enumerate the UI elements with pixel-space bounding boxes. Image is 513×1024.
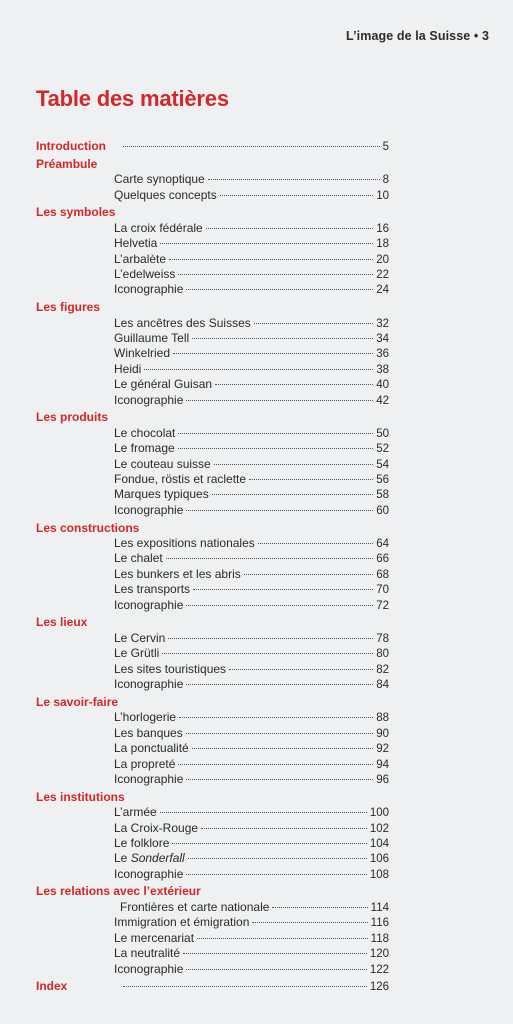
toc-page-number: 32 [376,317,389,330]
dot-leader [201,828,367,829]
toc-entry-label: Helvetia [114,236,158,251]
dot-leader [178,448,374,449]
toc-entry-label: Iconographie [114,961,184,976]
toc-page-number: 92 [376,743,389,756]
toc-section-heading: Les symboles [36,205,116,220]
toc-entry [114,171,389,187]
toc-entry [114,645,389,661]
dot-leader [178,274,373,275]
dot-leader [186,605,373,606]
toc-page-number: 54 [376,458,389,471]
toc-entry [114,597,389,613]
toc-page-number: 84 [376,679,389,692]
toc-entry [114,502,389,518]
toc-entry [114,281,389,297]
toc-entry [114,581,389,597]
toc-page-number: 22 [376,269,389,281]
toc-entry-label: Iconographie [114,392,184,407]
dot-leader [186,684,373,685]
dot-leader [178,764,373,765]
toc-entry-label: Iconographie [114,771,184,786]
toc-entry-label: Quelques concepts [114,187,217,202]
toc-entry [114,709,389,725]
toc-entry-label: La Croix-Rouge [114,820,199,835]
toc-entry [114,550,389,566]
toc-page-number: 96 [376,773,389,786]
toc-entry-label: La croix fédérale [114,220,203,235]
dot-leader [258,543,373,544]
dot-leader [252,922,367,923]
toc-page-number: 8 [382,174,389,187]
dot-leader [173,353,373,354]
dot-leader [186,779,373,780]
toc-entry [114,330,389,346]
dot-leader [192,338,373,339]
toc-entry [114,392,389,408]
toc-entry-label: Winkelried [114,346,171,361]
toc-entry-label: Les expositions nationales [114,536,255,550]
dot-leader [272,907,367,908]
toc-page-number: 36 [376,348,389,361]
dot-leader [186,289,373,290]
dot-leader [197,938,368,939]
toc-page-number: 34 [376,332,389,345]
toc-entry [114,566,389,582]
toc-entry [114,804,389,820]
dot-leader [188,858,367,859]
dot-leader [178,433,373,434]
toc-entry-label: La propreté [114,756,176,771]
toc-entry-label: Heidi [114,361,142,376]
toc-page-number: 70 [376,584,389,597]
toc-entry-label: Le général Guisan [114,377,213,392]
toc-section-heading: Les relations avec l’extérieur [36,884,201,899]
toc-page-number: 126 [369,981,389,994]
toc-page-number: 64 [376,538,389,550]
dot-leader [160,812,367,813]
toc-entry-label: Index [36,979,68,994]
toc-entry [114,220,389,236]
toc-page-number: 118 [370,932,389,945]
toc-page-number: 88 [376,712,389,725]
toc-page-number: 40 [376,379,389,392]
toc-entry [114,251,389,267]
toc-entry-label: L’armée [114,805,157,819]
toc-entry-label: Le chalet [114,551,163,566]
toc-entry-label: L’edelweiss [114,267,176,281]
toc-page-number: 20 [376,253,389,266]
toc-page-number: 5 [382,141,389,153]
toc-page-number: 24 [376,284,389,297]
toc-entry-label: L’horlogerie [114,710,177,725]
toc-entry [114,425,389,441]
toc-page-number: 100 [369,807,389,819]
dot-leader [214,464,373,465]
toc-section-heading: Les produits [36,410,109,425]
toc-entry [114,630,389,646]
toc-page-number: 72 [376,599,389,612]
toc-entry-label: Fondue, röstis et raclette [114,472,247,486]
dot-leader [215,384,373,385]
toc-entry [114,914,389,930]
toc-page-number: 38 [376,363,389,376]
toc-page-number: 94 [376,758,389,771]
toc-entry [114,266,389,282]
toc-section-heading: Les figures [36,300,101,315]
dot-leader [244,574,373,575]
toc-entry [114,315,389,331]
toc-section-heading: Les lieux [36,615,88,630]
dot-leader [169,259,373,260]
toc-entry-label: Iconographie [114,597,184,612]
dot-leader [208,179,380,180]
toc-entry-label: Carte synoptique [114,172,205,187]
toc-entry-label: Les sites touristiques [114,661,227,676]
toc-entry-label: Iconographie [114,866,184,881]
toc-entry-label: Iconographie [114,282,184,297]
toc-entry-label: La ponctualité [114,741,189,756]
toc-page-number: 80 [376,648,389,661]
toc-entry [114,471,389,487]
dot-leader [186,510,373,511]
toc-page-number: 66 [376,553,389,566]
toc-page-number: 60 [376,504,389,517]
toc-page-number: 52 [376,443,389,456]
running-head: L’image de la Suisse • 3 [346,29,489,43]
toc-entry [114,235,389,251]
toc-entry [114,850,389,866]
toc-entry [114,187,389,203]
toc-entry-label: Introduction [36,139,106,153]
toc-entry [114,440,389,456]
dot-leader [206,228,373,229]
toc-entry [114,945,389,961]
dot-leader [186,400,373,401]
toc-entry-label: Les banques [114,725,183,740]
toc-entry-label: Le folklore [114,835,170,850]
toc-section-entry [36,138,389,154]
dot-leader [192,748,373,749]
toc-page-number: 10 [376,189,389,202]
toc-entry-label: Frontières et carte nationale [120,899,270,914]
dot-leader [144,369,373,370]
toc-page-number: 78 [376,632,389,645]
toc-page-number: 90 [376,727,389,740]
toc-section-entry [36,978,389,994]
toc-entry [114,361,389,377]
dot-leader [220,195,373,196]
toc-entry-label: Le Sonderfall [114,851,185,866]
toc-entry-label: Le Grütli [114,646,160,661]
toc-page-number: 18 [376,238,389,251]
dot-leader [172,843,366,844]
toc-entry [114,820,389,836]
toc-page-number: 16 [376,222,389,235]
dot-leader [123,146,380,147]
toc-entry-label: Le mercenariat [114,930,195,945]
dot-leader [183,953,367,954]
toc-entry [120,899,389,915]
dot-leader [123,986,367,987]
toc-entry [114,676,389,692]
toc-entry-label: Les transports [114,582,191,597]
toc-entry [114,535,389,551]
toc-entry [114,661,389,677]
toc-entry [114,456,389,472]
toc-entry [114,486,389,502]
toc-entry [114,376,389,392]
toc-entry-label: Le Cervin [114,630,166,645]
toc-page-number: 102 [369,822,389,835]
dot-leader [179,717,373,718]
toc-entry-label: L’arbalète [114,251,167,266]
dot-leader [193,589,373,590]
dot-leader [168,638,373,639]
toc-section-heading: Les institutions [36,789,125,804]
toc-entry [114,345,389,361]
page-title: Table des matières [36,86,229,111]
toc-entry-label: Marques typiques [114,487,209,502]
toc-entry-label: Le chocolat [114,425,176,440]
toc-entry-label: Les bunkers et les abris [114,566,241,581]
toc-entry [114,771,389,787]
dot-leader [186,874,366,875]
dot-leader [160,243,373,244]
toc-page-number: 42 [376,394,389,407]
toc-page-number: 114 [370,901,389,914]
dot-leader [166,558,374,559]
toc-entry [114,725,389,741]
toc-entry-label: Les ancêtres des Suisses [114,315,251,330]
toc-entry-label: Immigration et émigration [114,915,250,930]
dot-leader [162,653,373,654]
dot-leader [254,323,373,324]
toc-page-number: 50 [376,427,389,440]
toc-page-number: 58 [376,489,389,502]
toc-section-heading: Le savoir-faire [36,694,119,709]
dot-leader [249,479,373,480]
toc-page-number: 106 [369,853,389,866]
toc-entry-label: La neutralité [114,946,181,961]
toc-entry-label: Guillaume Tell [114,330,190,345]
toc-entry [114,756,389,772]
toc-section-heading: Les constructions [36,520,140,535]
toc-entry [114,961,389,977]
dot-leader [186,969,366,970]
toc-page-number: 116 [370,917,389,930]
toc-page-number: 108 [369,868,389,881]
toc-entry [114,740,389,756]
toc-entry-label: Le fromage [114,441,175,456]
toc-page-number: 68 [376,568,389,581]
dot-leader [212,494,373,495]
toc-page-number: 56 [376,474,389,486]
toc-page-number: 122 [369,963,389,976]
toc-entry [114,866,389,882]
toc-entry-label: Iconographie [114,502,184,517]
toc-page-number: 82 [376,663,389,676]
toc-entry-label: Iconographie [114,677,184,692]
toc-page-number: 104 [369,837,389,850]
toc-section-heading: Préambule [36,156,98,171]
toc-page-number: 120 [369,948,389,961]
dot-leader [186,733,373,734]
toc-entry-label: Le couteau suisse [114,456,211,471]
toc-entry [114,835,389,851]
dot-leader [229,669,373,670]
toc-entry [114,930,389,946]
